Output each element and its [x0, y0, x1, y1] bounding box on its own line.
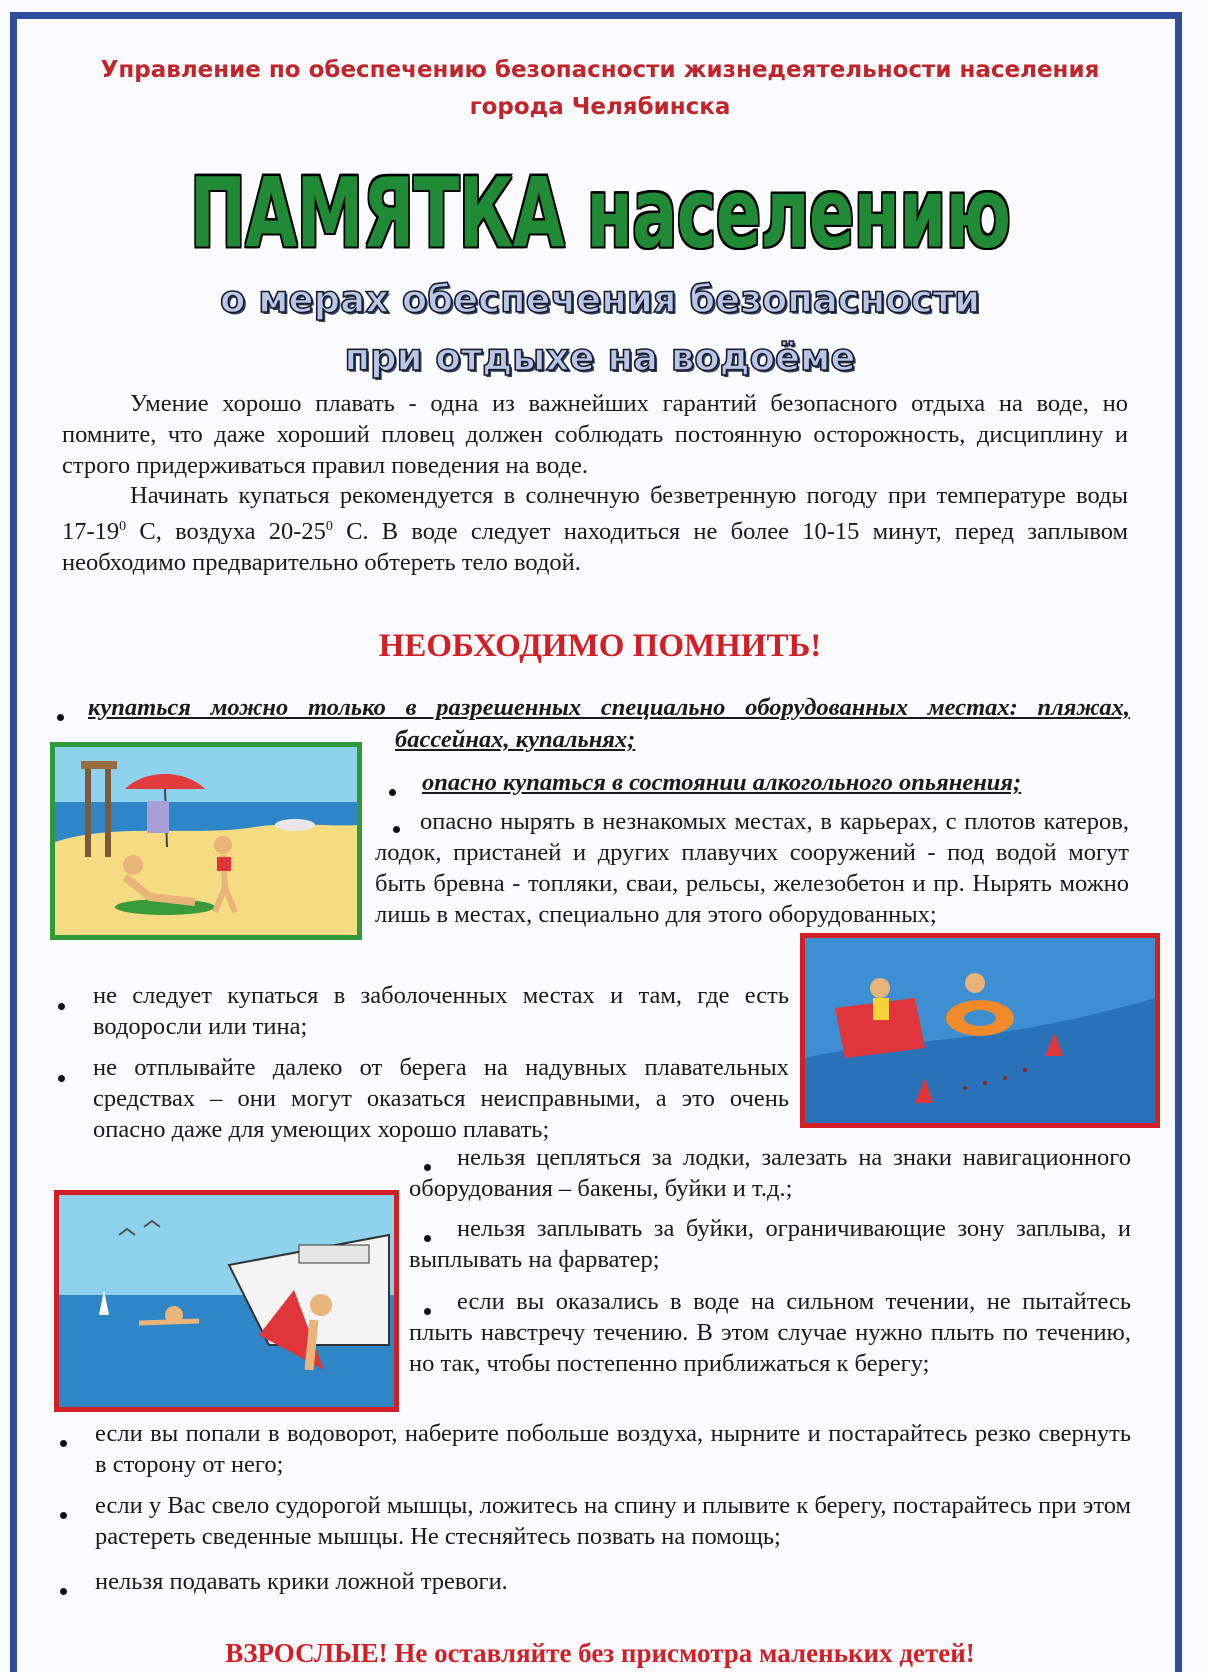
rule-1-line2: бассейнах, купальнях; — [395, 726, 636, 753]
bullet-dot — [60, 1588, 67, 1595]
rule-1-line1: купаться можно только в разрешенных специально оборудованных местах: пляжах, — [88, 694, 1130, 721]
beach-illustration — [50, 742, 362, 940]
inflatables-illustration — [800, 933, 1160, 1128]
intro-paragraph-1: Умение хорошо плавать - одна из важнейших гарантий безопасного отдыха на воде, но помните, что даже хороший пловец должен соблюдать постоянную осторожность, дисциплину и строго придерживаться правил поведения на воде. — [62, 390, 1128, 479]
bullet-dot — [60, 1440, 67, 1447]
rule-4: не следует купаться в заболоченных местах и там, где есть водоросли или тина; — [93, 982, 789, 1040]
bullet-dot — [58, 1075, 65, 1082]
rule-3: опасно нырять в незнакомых местах, в карьерах, с плотов катеров, лодок, пристаней и других плавучих сооружений - под водой могут быть бревна - топляки, сваи, рельсы, железобетон и пр. Нырять можно лишь в местах, специально для этого оборудованных; — [375, 808, 1129, 928]
rule-9: если вы попали в водоворот, наберите побольше воздуха, нырните и постарайтесь резко свернуть в сторону от него; — [95, 1420, 1131, 1478]
bullet-dot — [60, 1512, 67, 1519]
org-name-line1: Управление по обеспечению безопасности жизнедеятельности населения — [100, 57, 1100, 83]
intro-paragraph-2: Начинать купаться рекомендуется в солнечную безветренную погоду при температуре воды $17-19^0$ С, воздуха $20-25^0$ С. В воде следует находиться не более 10-15 минут, перед заплывом необходимо предварительно обтереть тело водой. — [62, 482, 1129, 577]
bullet-dot — [58, 1003, 65, 1010]
rule-5: не отплывайте далеко от берега на надувных плавательных средствах – они могут оказаться неисправными, а это очень опасно даже для умеющих хорошо плавать; — [93, 1054, 789, 1143]
bullet-dot — [57, 714, 64, 721]
poster-subtitle-line2: при отдыхе на водоёме — [344, 336, 856, 379]
poster-title: ПАМЯТКА населению — [189, 156, 1011, 270]
adults-warning: ВЗРОСЛЫЕ! Не оставляйте без присмотра маленьких детей! — [225, 1638, 975, 1668]
rule-8: если вы оказались в воде на сильном течении, не пытайтесь плыть навстречу течению. В этом случае нужно плыть по течению, но так, чтобы постепенно приближаться к берегу; — [409, 1288, 1131, 1377]
poster-subtitle-line1: о мерах обеспечения безопасности — [220, 278, 980, 321]
org-name-line2: города Челябинска — [469, 94, 731, 120]
rule-2: опасно купаться в состоянии алкогольного опьянения; — [422, 769, 1022, 796]
bullet-dot — [389, 789, 396, 796]
rule-6: нельзя цепляться за лодки, залезать на знаки навигационного оборудования – бакены, буйки и т.д.; — [409, 1144, 1131, 1202]
section-heading: НЕОБХОДИМО ПОМНИТЬ! — [378, 628, 822, 664]
ship-buoy-illustration — [54, 1190, 399, 1412]
rule-7: нельзя заплывать за буйки, ограничивающие зону заплыва, и выплывать на фарватер; — [409, 1215, 1131, 1273]
rule-11: нельзя подавать крики ложной тревоги. — [95, 1568, 508, 1595]
rule-10: если у Вас свело судорогой мышцы, ложитесь на спину и плывите к берегу, постарайтесь при этом растереть сведенные мышцы. Не стесняйтесь позвать на помощь; — [95, 1492, 1131, 1550]
